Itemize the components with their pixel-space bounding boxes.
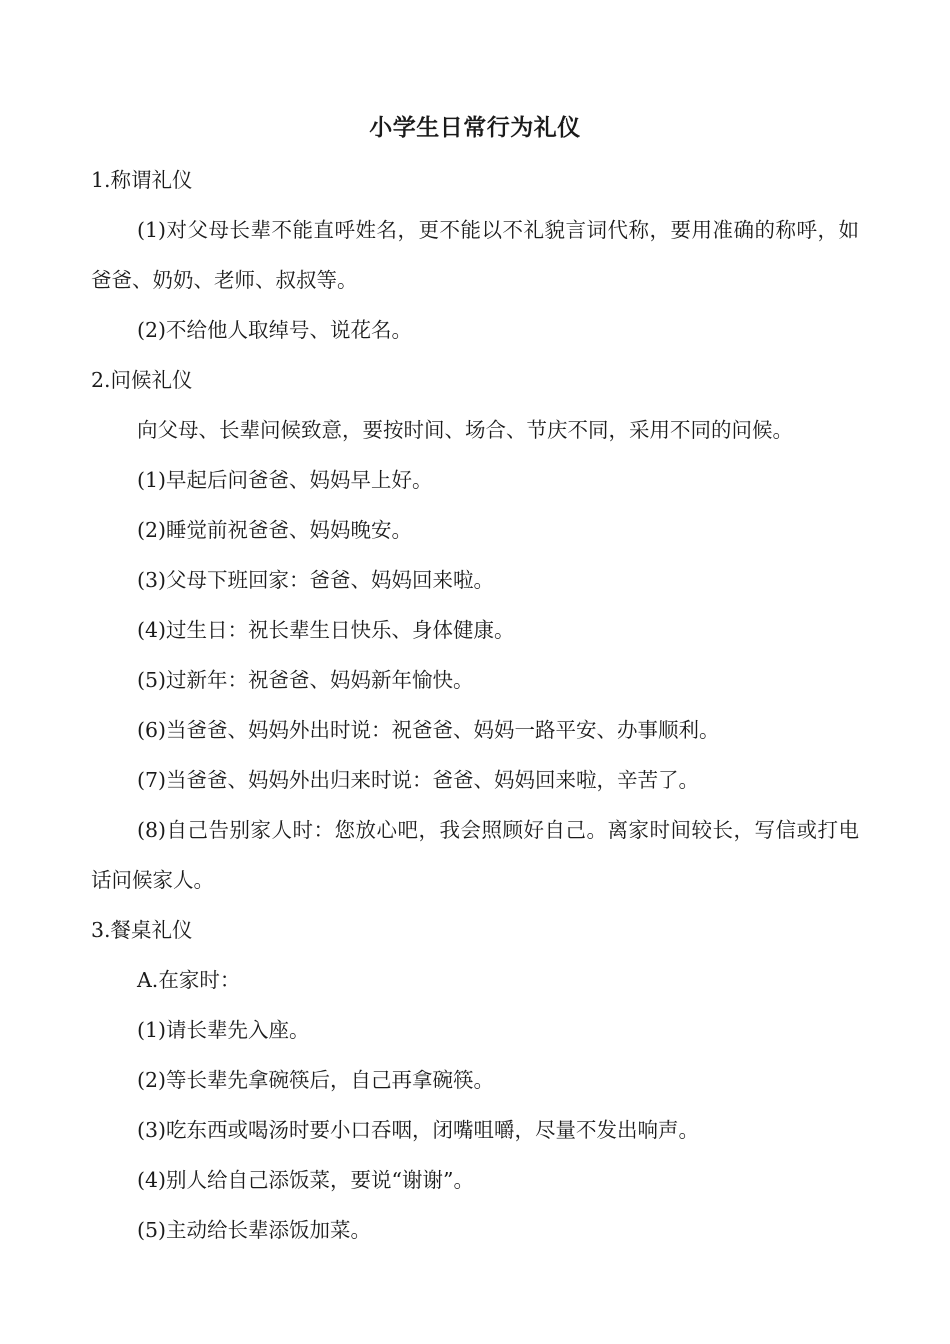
paragraph-item: (8)自己告别家人时：您放心吧，我会照顾好自己。离家时间较长，写信或打电话问候家人。 <box>91 818 859 892</box>
paragraph-item: (1)请长辈先入座。 <box>137 1018 310 1042</box>
section-intro: 向父母、长辈问候致意，要按时间、场合、节庆不同，采用不同的问候。 <box>137 418 793 442</box>
paragraph-item: (6)当爸爸、妈妈外出时说：祝爸爸、妈妈一路平安、办事顺利。 <box>137 718 720 742</box>
paragraph-item: (2)不给他人取绰号、说花名。 <box>137 318 413 342</box>
paragraph-item: (7)当爸爸、妈妈外出归来时说：爸爸、妈妈回来啦，辛苦了。 <box>137 768 700 792</box>
section-heading: 1.称谓礼仪 <box>91 168 193 192</box>
paragraph-item: (1)对父母长辈不能直呼姓名，更不能以不礼貌言词代称，要用准确的称呼，如爸爸、奶奶、老师、叔叔等。 <box>91 218 859 292</box>
paragraph-item: (2)睡觉前祝爸爸、妈妈晚安。 <box>137 518 413 542</box>
section-heading: 2.问候礼仪 <box>91 368 193 392</box>
paragraph-item: (5)过新年：祝爸爸、妈妈新年愉快。 <box>137 668 474 692</box>
section-heading: 3.餐桌礼仪 <box>91 918 193 942</box>
paragraph-item: (5)主动给长辈添饭加菜。 <box>137 1218 372 1242</box>
paragraph-item: (4)过生日：祝长辈生日快乐、身体健康。 <box>137 618 515 642</box>
document-body <box>91 155 859 1255</box>
paragraph-item: (2)等长辈先拿碗筷后，自己再拿碗筷。 <box>137 1068 495 1092</box>
paragraph-item: (3)父母下班回家：爸爸、妈妈回来啦。 <box>137 568 495 592</box>
paragraph-item: (3)吃东西或喝汤时要小口吞咽，闭嘴咀嚼，尽量不发出响声。 <box>137 1118 700 1142</box>
section-subheading: A.在家时： <box>137 968 241 992</box>
paragraph-item: (1)早起后问爸爸、妈妈早上好。 <box>137 468 433 492</box>
page-title: 小学生日常行为礼仪 <box>369 114 581 141</box>
paragraph-item: (4)别人给自己添饭菜，要说“谢谢”。 <box>137 1168 474 1192</box>
